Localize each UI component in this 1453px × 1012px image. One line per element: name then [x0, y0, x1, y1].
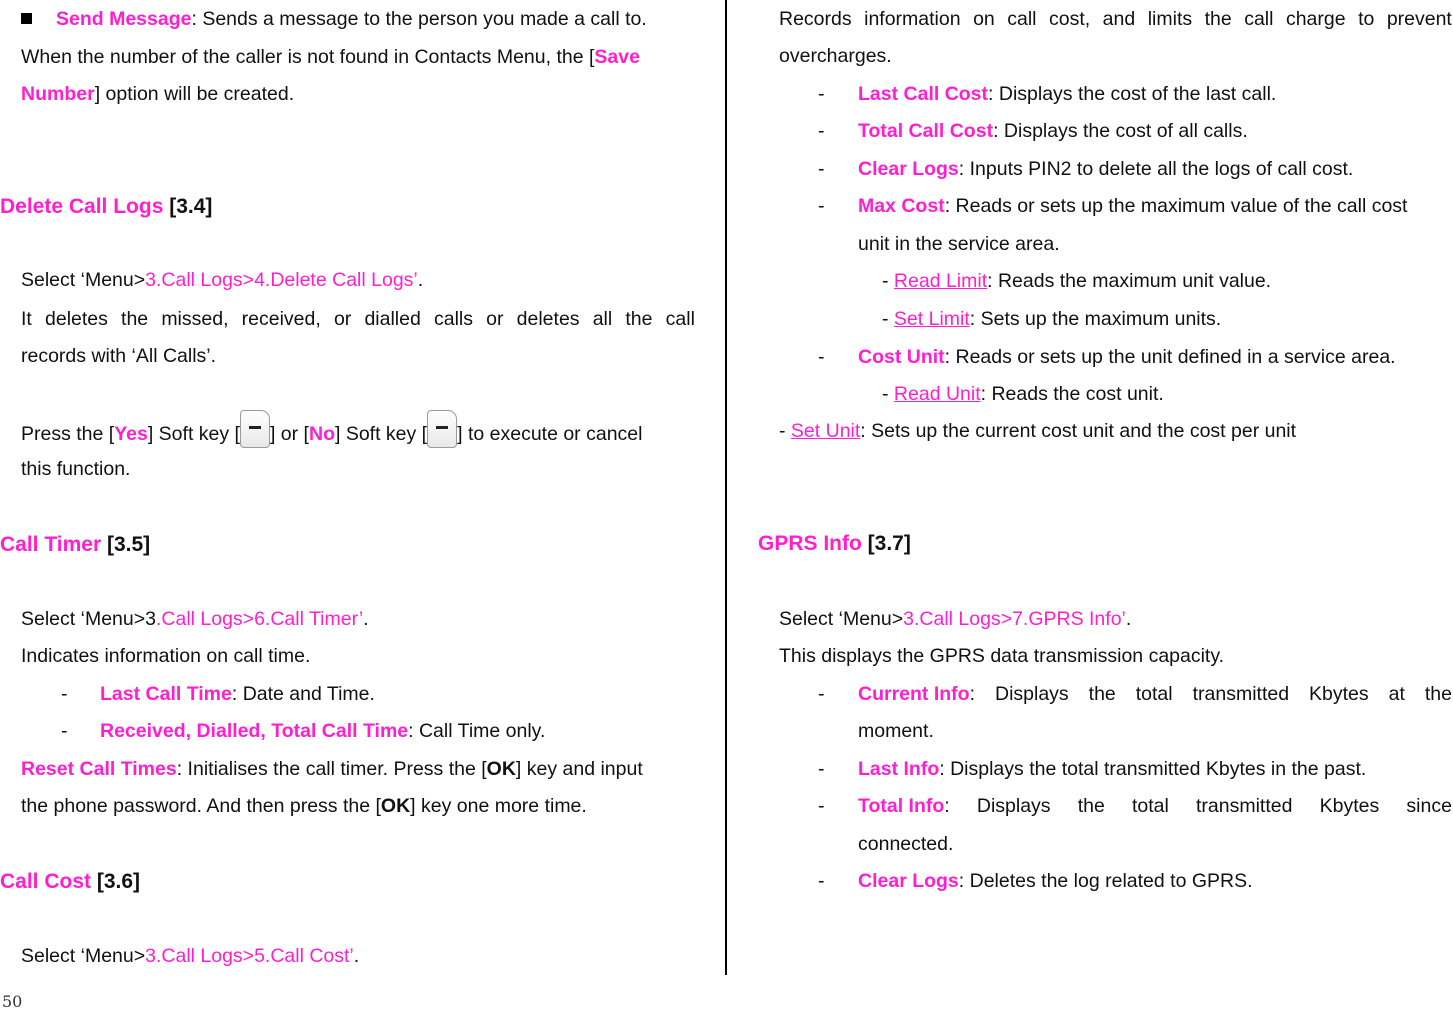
word: cost,	[1049, 8, 1091, 30]
word: Displays	[976, 795, 1051, 817]
word: transmitted	[1192, 683, 1290, 705]
current-info-item-line2: moment.	[858, 720, 934, 742]
word: the	[1088, 683, 1116, 705]
word: to	[1358, 8, 1375, 30]
save-number-line1: When the number of the caller is not found in Contacts Menu, the [Save	[21, 46, 640, 68]
word: missed,	[161, 308, 229, 330]
delete-press-line2: this function.	[21, 458, 131, 480]
word: Current Info:	[858, 683, 975, 705]
save-number-line2: Number] option will be created.	[21, 83, 295, 105]
total-info-item	[858, 794, 1452, 818]
page-number: 50	[2, 992, 23, 1011]
delete-description	[21, 307, 695, 331]
reset-call-times-line2: the phone password. And then press the [OK] key one more time.	[21, 795, 587, 817]
timer-indicates: Indicates information on call time.	[21, 645, 311, 667]
dash-bullet: -	[818, 795, 825, 817]
read-unit-item: - Read Unit: Reads the cost unit.	[882, 383, 1164, 405]
gprs-description: This displays the GPRS data transmission capacity.	[779, 645, 1225, 667]
word: Kbytes	[1319, 795, 1380, 817]
dash-bullet: -	[818, 683, 825, 705]
word: the	[1077, 795, 1105, 817]
records-description-line2: overcharges.	[779, 45, 892, 67]
dash-bullet: -	[61, 720, 68, 742]
call-timer-heading: Call Timer [3.5]	[0, 533, 151, 556]
dash-bullet: -	[61, 683, 68, 705]
send-message-label: Send Message	[56, 8, 192, 30]
word: total	[1131, 795, 1169, 817]
word: call	[665, 308, 695, 330]
total-call-cost-item: Total Call Cost: Displays the cost of all calls.	[858, 120, 1248, 142]
gprs-select-path: Select ‘Menu>3.Call Logs>7.GPRS Info’.	[779, 608, 1132, 630]
word: Total Info:	[858, 795, 950, 817]
delete-call-logs-heading: Delete Call Logs [3.4]	[0, 195, 213, 218]
dash-bullet: -	[818, 870, 825, 892]
set-limit-item: - Set Limit: Sets up the maximum units.	[882, 308, 1222, 330]
save-label: Save	[594, 46, 640, 68]
square-bullet-icon	[21, 13, 32, 24]
word: Displays	[994, 683, 1069, 705]
send-message-item: Send Message: Sends a message to the person you made a call to.	[21, 7, 647, 31]
word: charge	[1285, 8, 1346, 30]
word: dialled	[364, 308, 421, 330]
cost-select-path: Select ‘Menu>3.Call Logs>5.Call Cost’.	[21, 945, 360, 967]
word: Kbytes	[1309, 683, 1369, 705]
word: at	[1388, 683, 1405, 705]
last-call-cost-item: Last Call Cost: Displays the cost of the last call.	[858, 83, 1277, 105]
max-cost-item-line2: unit in the service area.	[858, 233, 1060, 255]
item-label: Current Info	[858, 683, 970, 705]
number-label: Number	[21, 83, 95, 105]
delete-description-line2: records with ‘All Calls’.	[21, 345, 217, 367]
word: information	[864, 8, 961, 30]
word: transmitted	[1196, 795, 1293, 817]
word: on	[973, 8, 995, 30]
clear-logs-cost-item: Clear Logs: Inputs PIN2 to delete all the logs of call cost.	[858, 158, 1354, 180]
dash-bullet: -	[818, 346, 825, 368]
gprs-info-heading: GPRS Info [3.7]	[758, 532, 911, 555]
yes-label: Yes	[114, 423, 148, 445]
word: deletes	[516, 308, 580, 330]
item-label: Total Info	[858, 795, 945, 817]
no-label: No	[308, 423, 335, 445]
word: prevent	[1386, 8, 1452, 30]
word: the	[1204, 8, 1232, 30]
word: since	[1406, 795, 1452, 817]
last-call-time-item: Last Call Time: Date and Time.	[100, 683, 375, 705]
total-info-item-line2: connected.	[858, 833, 954, 855]
last-info-item: Last Info: Displays the total transmitted Kbytes in the past.	[858, 758, 1367, 780]
word: call	[1244, 8, 1274, 30]
word: received,	[241, 308, 321, 330]
right-soft-key-icon	[427, 410, 457, 448]
delete-press-line: Press the [Yes] Soft key [ ] or [No] Soft key [ ] to execute or cancel	[21, 410, 642, 448]
word: It	[21, 308, 32, 330]
word: or	[486, 308, 504, 330]
clear-logs-gprs-item: Clear Logs: Deletes the log related to GPRS.	[858, 870, 1253, 892]
timer-select-path: Select ‘Menu>3.Call Logs>6.Call Timer’.	[21, 608, 369, 630]
word: and	[1102, 8, 1136, 30]
received-dialled-total-item: Received, Dialled, Total Call Time: Call Time only.	[100, 720, 546, 742]
word: all	[592, 308, 613, 330]
left-soft-key-icon	[240, 410, 270, 448]
dash-bullet: -	[818, 195, 825, 217]
max-cost-item: Max Cost: Reads or sets up the maximum value of the call cost	[858, 195, 1408, 217]
word: Records	[779, 8, 852, 30]
dash-bullet: -	[818, 120, 825, 142]
word: calls	[433, 308, 473, 330]
records-description	[779, 7, 1452, 31]
word: limits	[1147, 8, 1193, 30]
current-info-item	[858, 682, 1452, 706]
column-divider	[725, 0, 727, 975]
dash-bullet: -	[818, 758, 825, 780]
word: the	[121, 308, 149, 330]
word: the	[1424, 683, 1452, 705]
reset-call-times-line1: Reset Call Times: Initialises the call timer. Press the [OK] key and input	[21, 758, 643, 780]
read-limit-item: - Read Limit: Reads the maximum unit value.	[882, 270, 1272, 292]
word: total	[1135, 683, 1173, 705]
word: deletes	[45, 308, 108, 330]
set-unit-item: - Set Unit: Sets up the current cost unit and the cost per unit	[779, 420, 1297, 442]
delete-select-path: Select ‘Menu>3.Call Logs>4.Delete Call Logs’.	[21, 269, 424, 291]
word: the	[625, 308, 653, 330]
dash-bullet: -	[818, 83, 825, 105]
call-cost-heading: Call Cost [3.6]	[0, 870, 141, 893]
cost-unit-item: Cost Unit: Reads or sets up the unit defined in a service area.	[858, 346, 1396, 368]
word: call	[1007, 8, 1037, 30]
word: or	[333, 308, 352, 330]
dash-bullet: -	[818, 158, 825, 180]
